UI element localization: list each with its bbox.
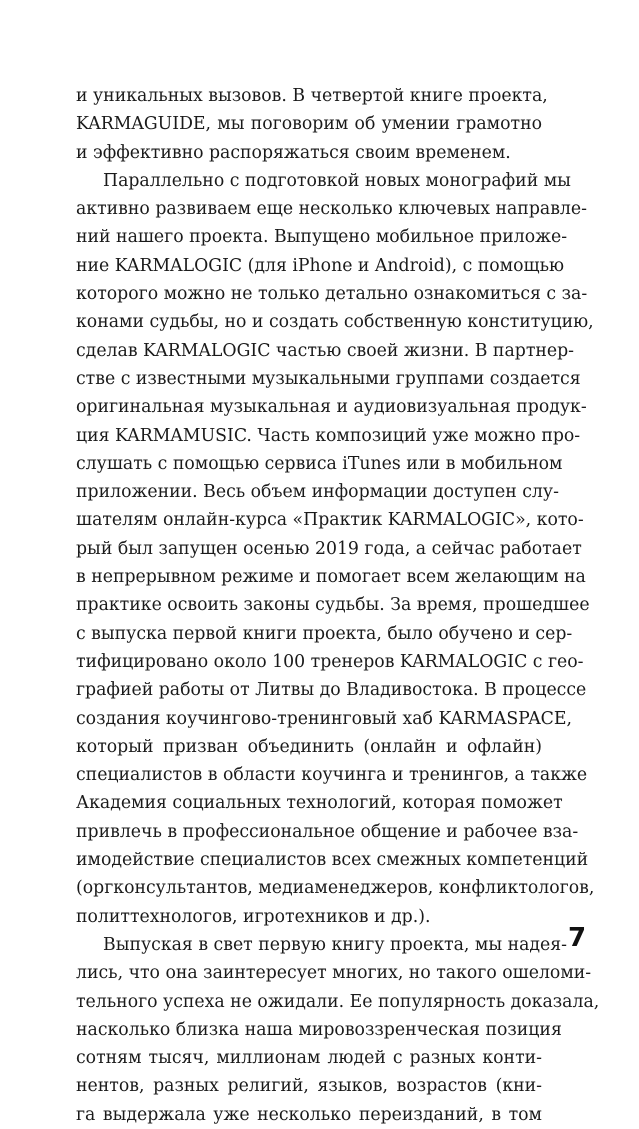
text-line: с выпуска первой книги проекта, было обучено и сер-: [76, 623, 573, 644]
paragraph: [76, 931, 600, 1129]
paragraph: [76, 167, 595, 931]
text-line: приложении. Весь объем информации доступен слу-: [76, 482, 559, 503]
text-line: конами судьбы, но и создать собственную конституцию,: [76, 312, 594, 333]
page-number: 7: [568, 923, 587, 953]
text-line: специалистов в области коучинга и тренингов, а также: [76, 765, 588, 786]
text-line: графией работы от Литвы до Владивостока. В процессе: [76, 680, 587, 701]
text-line: шателям онлайн-курса «Практик KARMALOGIC», кото-: [76, 510, 584, 531]
text-line: ние KARMALOGIC (для iPhone и Android), с помощью: [76, 255, 565, 276]
text-line: насколько близка наша мировоззренческая позиция: [76, 1019, 562, 1040]
text-line: га выдержала уже несколько переизданий, в том: [76, 1104, 542, 1125]
text-line: активно развиваем еще несколько ключевых направле-: [76, 199, 587, 220]
text-line: Академия социальных технологий, которая поможет: [76, 793, 563, 814]
text-line: Параллельно с подготовкой новых монографий мы: [103, 170, 571, 191]
text-line: Выпуская в свет первую книгу проекта, мы надея-: [103, 934, 568, 955]
text-line: имодействие специалистов всех смежных компетенций: [76, 850, 589, 871]
text-line: KARMAGUIDE, мы поговорим об умении грамотно: [76, 114, 542, 135]
text-line: рый был запущен осенью 2019 года, а сейчас работает: [76, 538, 582, 559]
text-line: и эффективно распоряжаться своим временем.: [76, 142, 511, 163]
text-line: который призван объединить (онлайн и офлайн): [76, 736, 542, 757]
paragraph: [76, 82, 548, 167]
text-line: нентов, разных религий, языков, возрастов (кни-: [76, 1076, 542, 1097]
text-line: оригинальная музыкальная и аудиовизуальная продук-: [76, 397, 587, 418]
text-line: ция KARMAMUSIC. Часть композиций уже можно про-: [76, 425, 581, 446]
text-line: в непрерывном режиме и помогает всем желающим на: [76, 567, 586, 588]
text-line: лись, что она заинтересует многих, но такого ошеломи-: [76, 963, 592, 984]
text-line: и уникальных вызовов. В четвертой книге проекта,: [76, 86, 548, 106]
text-line: тельного успеха не ожидали. Ее популярность доказала,: [76, 991, 600, 1012]
text-line: которого можно не только детально ознакомиться с за-: [76, 284, 588, 305]
text-line: привлечь в профессиональное общение и рабочее вза-: [76, 821, 579, 842]
text-line: тифицировано около 100 тренеров KARMALOGIC с гео-: [76, 651, 584, 672]
text-line: сделав KARMALOGIC частью своей жизни. В партнер-: [76, 340, 575, 361]
text-line: слушать с помощью сервиса iTunes или в мобильном: [76, 453, 563, 474]
text-line: (оргконсультантов, медиаменеджеров, конфликтологов,: [76, 878, 595, 899]
text-line: стве с известными музыкальными группами создается: [76, 368, 581, 389]
text-line: ний нашего проекта. Выпущено мобильное приложе-: [76, 227, 568, 248]
text-line: практике освоить законы судьбы. За время, прошедшее: [76, 595, 590, 616]
text-line: создания коучингово-тренинговый хаб KARMASPACE,: [76, 708, 573, 729]
body-text: [76, 82, 600, 1129]
text-line: политтехнологов, игротехников и др.).: [76, 906, 431, 927]
text-line: сотням тысяч, миллионам людей с разных конти-: [76, 1048, 542, 1069]
